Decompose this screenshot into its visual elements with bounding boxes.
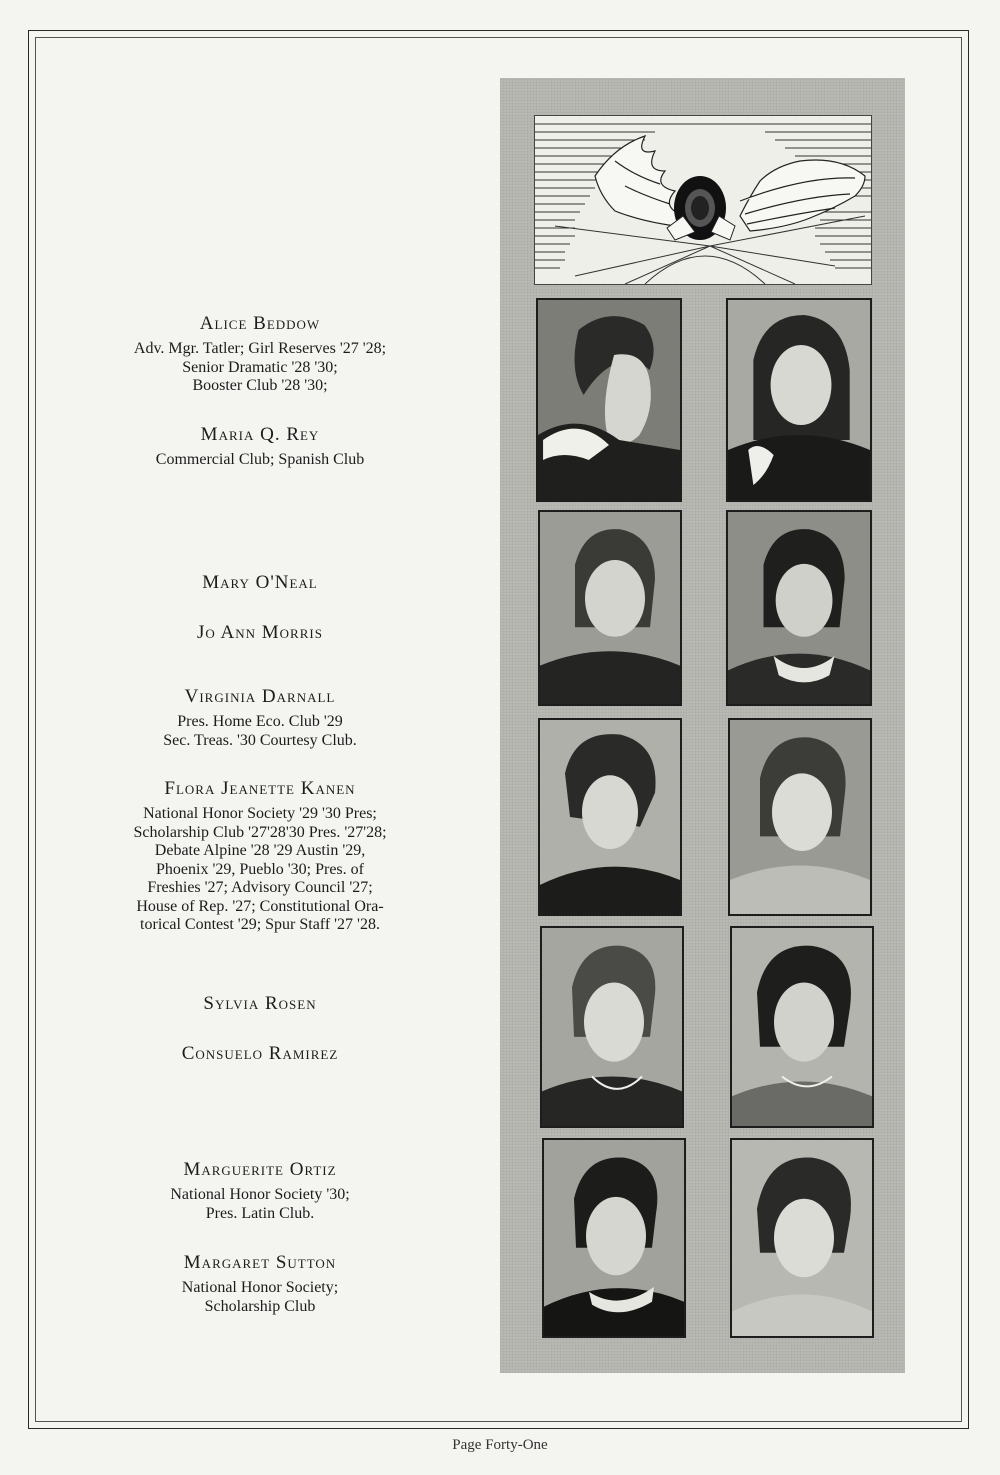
portrait-photo (728, 718, 872, 916)
portrait-photo (536, 298, 682, 502)
student-entry (90, 571, 430, 599)
portrait-photo (730, 926, 874, 1128)
student-name: Consuelo Ramirez (181, 1043, 339, 1064)
student-entry (90, 1158, 430, 1223)
portrait-photo (538, 718, 682, 916)
portrait-photo (542, 1138, 686, 1338)
portrait-photo (730, 1138, 874, 1338)
student-detail: Freshies '27; Advisory Council '27; (147, 879, 373, 896)
student-detail: National Honor Society '29 '30 Pres; (143, 805, 377, 822)
student-name: Maria Q. Rey (200, 424, 320, 445)
student-name: Margaret Sutton (183, 1252, 337, 1273)
student-name: Marguerite Ortiz (183, 1159, 337, 1180)
student-entry (90, 423, 430, 470)
portrait-photo (540, 926, 684, 1128)
portrait-three-quarter-icon (540, 720, 680, 914)
student-entry (90, 1042, 430, 1070)
student-detail: Scholarship Club '27'28'30 Pres. '27'28; (133, 823, 387, 841)
student-name: Virginia Darnall (184, 686, 336, 707)
page-number: Page Forty-One (452, 1437, 548, 1453)
student-entry (90, 1251, 430, 1316)
portrait-front-icon (540, 512, 680, 704)
student-entries (90, 0, 430, 1400)
portrait-front-icon (728, 300, 870, 500)
student-detail: Debate Alpine '28 '29 Austin '29, (154, 842, 366, 859)
portrait-front-icon (730, 720, 870, 914)
portrait-front-icon (544, 1140, 684, 1336)
student-detail: House of Rep. '27; Constitutional Ora- (136, 897, 384, 915)
student-name: Jo Ann Morris (197, 622, 323, 643)
portrait-profile-left-icon (538, 300, 680, 500)
student-detail: National Honor Society '30; (170, 1186, 350, 1203)
student-detail: Adv. Mgr. Tatler; Girl Reserves '27 '28; (133, 340, 387, 357)
student-detail: Pres. Home Eco. Club '29 (177, 713, 343, 730)
student-detail: Pres. Latin Club. (205, 1204, 315, 1222)
portrait-front-icon (732, 928, 872, 1126)
student-entry (90, 312, 430, 396)
student-name: Mary O'Neal (202, 572, 318, 593)
student-detail: Sec. Treas. '30 Courtesy Club. (163, 731, 357, 749)
portrait-photo (726, 298, 872, 502)
student-detail: Phoenix '29, Pueblo '30; Pres. of (156, 860, 364, 878)
student-entry (90, 992, 430, 1020)
student-name: Flora Jeanette Kanen (164, 778, 356, 799)
portrait-front-icon (542, 928, 682, 1126)
student-detail: Scholarship Club (204, 1297, 316, 1315)
student-entry (90, 685, 430, 750)
portrait-photo (538, 510, 682, 706)
student-name: Sylvia Rosen (203, 993, 317, 1014)
student-entry (90, 621, 430, 649)
student-detail: Commercial Club; Spanish Club (155, 451, 365, 468)
winged-wheel-emblem-icon (534, 115, 872, 285)
portrait-front-icon (732, 1140, 872, 1336)
student-detail: Booster Club '28 '30; (192, 377, 328, 394)
portrait-front-icon (728, 512, 870, 704)
student-entry (90, 777, 430, 935)
student-detail: Senior Dramatic '28 '30; (182, 358, 338, 376)
student-detail: torical Contest '29; Spur Staff '27 '28. (140, 916, 380, 933)
student-detail: National Honor Society; (181, 1279, 339, 1296)
portrait-photo (726, 510, 872, 706)
student-name: Alice Beddow (199, 313, 321, 334)
